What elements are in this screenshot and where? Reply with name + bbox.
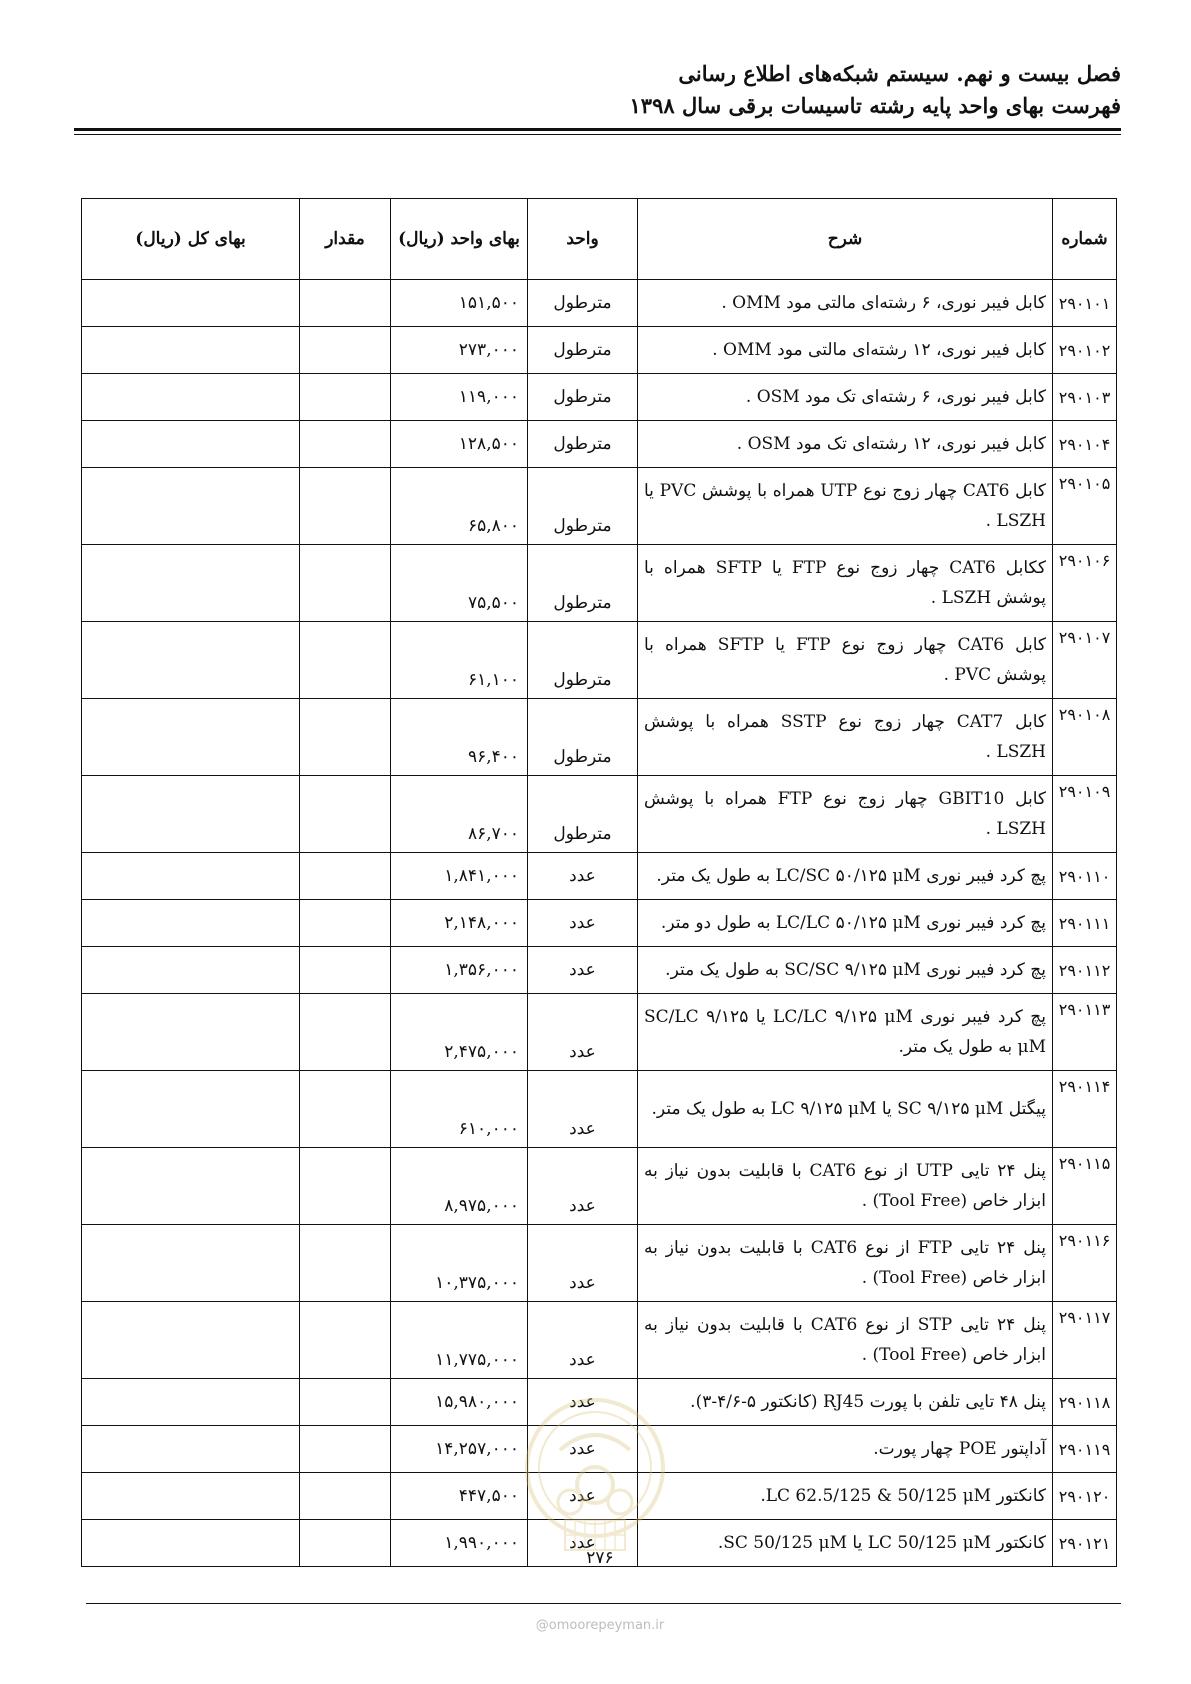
item-quantity: [300, 421, 391, 468]
item-unit-price: ۱۱,۷۷۵,۰۰۰: [391, 1302, 528, 1379]
item-quantity: [300, 1148, 391, 1225]
item-unit-price: ۱,۹۹۰,۰۰۰: [391, 1520, 528, 1567]
item-total: [82, 1426, 300, 1473]
item-quantity: [300, 1225, 391, 1302]
item-description: کابل CAT6 چهار زوج نوع UTP همراه با پوشش PVC یا LSZH .: [638, 468, 1053, 545]
item-unit-price: ۱,۳۵۶,۰۰۰: [391, 947, 528, 994]
table-row: [82, 374, 1117, 421]
item-unit: عدد: [528, 1379, 638, 1426]
table-row: [82, 545, 1117, 622]
table-row: [82, 468, 1117, 545]
col-quantity: مقدار: [300, 199, 391, 280]
item-total: [82, 1225, 300, 1302]
item-total: [82, 1148, 300, 1225]
item-unit-price: ۲۷۳,۰۰۰: [391, 327, 528, 374]
item-unit: مترطول: [528, 776, 638, 853]
item-total: [82, 280, 300, 327]
publisher-seal-watermark: [520, 1390, 670, 1560]
col-total-price: بهای کل (ریال): [82, 199, 300, 280]
item-quantity: [300, 1071, 391, 1148]
item-total: [82, 545, 300, 622]
item-quantity: [300, 1302, 391, 1379]
item-quantity: [300, 1473, 391, 1520]
item-total: [82, 374, 300, 421]
item-number: ۲۹۰۱۱۸: [1053, 1379, 1117, 1426]
col-description: شرح: [638, 199, 1053, 280]
item-description: آداپتور POE چهار پورت.: [638, 1426, 1053, 1473]
item-quantity: [300, 1520, 391, 1567]
item-unit: مترطول: [528, 327, 638, 374]
item-description: پچ کرد فیبر نوری LC/LC ۵۰/۱۲۵ μM به طول دو متر.: [638, 900, 1053, 947]
item-description: پنل ۲۴ تایی STP از نوع CAT6 با قابلیت بدون نیاز به ابزار خاص (Tool Free) .: [638, 1302, 1053, 1379]
item-unit-price: ۶۱,۱۰۰: [391, 622, 528, 699]
item-description: پنل ۲۴ تایی FTP از نوع CAT6 با قابلیت بدون نیاز به ابزار خاص (Tool Free) .: [638, 1225, 1053, 1302]
table-row: [82, 421, 1117, 468]
item-description: پیگتل SC ۹/۱۲۵ μM یا LC ۹/۱۲۵ μM به طول یک متر.: [638, 1071, 1053, 1148]
item-unit: مترطول: [528, 421, 638, 468]
item-description: کانکتور LC 50/125 μM یا SC 50/125 μM.: [638, 1520, 1053, 1567]
item-description: کابل فیبر نوری، ۶ رشته‌ای مالتی مود OMM .: [638, 280, 1053, 327]
item-quantity: [300, 947, 391, 994]
table-row: [82, 947, 1117, 994]
item-number: ۲۹۰۱۰۱: [1053, 280, 1117, 327]
item-number: ۲۹۰۱۱۳: [1053, 994, 1117, 1071]
item-unit-price: ۱۴,۲۵۷,۰۰۰: [391, 1426, 528, 1473]
item-unit: عدد: [528, 1473, 638, 1520]
item-unit: عدد: [528, 1225, 638, 1302]
item-total: [82, 421, 300, 468]
item-unit-price: ۱۵,۹۸۰,۰۰۰: [391, 1379, 528, 1426]
table-row: [82, 327, 1117, 374]
item-description: کابل فیبر نوری، ۶ رشته‌ای تک مود OSM .: [638, 374, 1053, 421]
table-row: [82, 776, 1117, 853]
item-description: پنل ۴۸ تایی تلفن با پورت RJ45 (کانکتور ۵-۴/۶-۳).: [638, 1379, 1053, 1426]
item-number: ۲۹۰۱۰۷: [1053, 622, 1117, 699]
list-title: فهرست بهای واحد پایه رشته تاسیسات برقی سال ۱۳۹۸: [629, 93, 1121, 118]
item-description: کابل CAT7 چهار زوج نوع SSTP همراه با پوشش LSZH .: [638, 699, 1053, 776]
table-header-row: [82, 199, 1117, 280]
item-total: [82, 900, 300, 947]
table-row: [82, 1225, 1117, 1302]
item-description: کابل GBIT10 چهار زوج نوع FTP همراه با پوشش LSZH .: [638, 776, 1053, 853]
item-number: ۲۹۰۱۰۳: [1053, 374, 1117, 421]
header-rule-thick: [74, 128, 1121, 131]
item-number: ۲۹۰۱۱۹: [1053, 1426, 1117, 1473]
table-row: [82, 1148, 1117, 1225]
item-unit: عدد: [528, 1302, 638, 1379]
item-number: ۲۹۰۱۱۷: [1053, 1302, 1117, 1379]
item-description: پچ کرد فیبر نوری SC/SC ۹/۱۲۵ μM به طول یک متر.: [638, 947, 1053, 994]
item-unit: مترطول: [528, 545, 638, 622]
table-row: [82, 1071, 1117, 1148]
item-total: [82, 1071, 300, 1148]
chapter-title: فصل بیست و نهم. سیستم شبکه‌های اطلاع رسانی: [678, 61, 1121, 86]
item-quantity: [300, 280, 391, 327]
item-description: کابل فیبر نوری، ۱۲ رشته‌ای مالتی مود OMM .: [638, 327, 1053, 374]
item-total: [82, 994, 300, 1071]
item-quantity: [300, 622, 391, 699]
item-quantity: [300, 699, 391, 776]
item-number: ۲۹۰۱۱۶: [1053, 1225, 1117, 1302]
item-quantity: [300, 1379, 391, 1426]
col-unit-price: بهای واحد (ریال): [391, 199, 528, 280]
item-description: کابل فیبر نوری، ۱۲ رشته‌ای تک مود OSM .: [638, 421, 1053, 468]
item-unit-price: ۱۱۹,۰۰۰: [391, 374, 528, 421]
item-total: [82, 1379, 300, 1426]
col-unit: واحد: [528, 199, 638, 280]
item-total: [82, 1302, 300, 1379]
item-total: [82, 853, 300, 900]
item-quantity: [300, 468, 391, 545]
page-header: [71, 58, 1121, 122]
item-unit-price: ۸۶,۷۰۰: [391, 776, 528, 853]
item-quantity: [300, 853, 391, 900]
item-unit-price: ۹۶,۴۰۰: [391, 699, 528, 776]
table-row: [82, 622, 1117, 699]
item-unit-price: ۶۵,۸۰۰: [391, 468, 528, 545]
page-number: ۲۷۶: [586, 1548, 614, 1568]
item-quantity: [300, 374, 391, 421]
item-unit-price: ۲,۴۷۵,۰۰۰: [391, 994, 528, 1071]
item-number: ۲۹۰۱۱۲: [1053, 947, 1117, 994]
item-total: [82, 776, 300, 853]
item-description: پچ کرد فیبر نوری LC/LC ۹/۱۲۵ μM یا SC/LC ۹/۱۲۵ μM به طول یک متر.: [638, 994, 1053, 1071]
footer-website: @omoorepeyman.ir: [535, 1618, 665, 1633]
item-number: ۲۹۰۱۰۵: [1053, 468, 1117, 545]
item-unit-price: ۸,۹۷۵,۰۰۰: [391, 1148, 528, 1225]
item-unit-price: ۱,۸۴۱,۰۰۰: [391, 853, 528, 900]
item-total: [82, 699, 300, 776]
item-number: ۲۹۰۱۰۸: [1053, 699, 1117, 776]
item-description: کابل CAT6 چهار زوج نوع FTP یا SFTP همراه با پوشش PVC .: [638, 622, 1053, 699]
item-number: ۲۹۰۱۲۰: [1053, 1473, 1117, 1520]
item-unit: مترطول: [528, 699, 638, 776]
item-quantity: [300, 994, 391, 1071]
item-number: ۲۹۰۱۰۹: [1053, 776, 1117, 853]
item-unit-price: ۱۵۱,۵۰۰: [391, 280, 528, 327]
footer-rule: [86, 1603, 1121, 1604]
table-row: [82, 280, 1117, 327]
price-table: [81, 198, 1117, 1567]
item-total: [82, 1520, 300, 1567]
item-number: ۲۹۰۱۲۱: [1053, 1520, 1117, 1567]
header-rule-thin: [74, 134, 1121, 135]
item-quantity: [300, 900, 391, 947]
item-total: [82, 468, 300, 545]
item-description: پنل ۲۴ تایی UTP از نوع CAT6 با قابلیت بدون نیاز به ابزار خاص (Tool Free) .: [638, 1148, 1053, 1225]
item-unit: مترطول: [528, 622, 638, 699]
item-number: ۲۹۰۱۱۴: [1053, 1071, 1117, 1148]
item-unit: عدد: [528, 853, 638, 900]
item-unit-price: ۱۰,۳۷۵,۰۰۰: [391, 1225, 528, 1302]
col-number: شماره: [1053, 199, 1117, 280]
item-number: ۲۹۰۱۰۶: [1053, 545, 1117, 622]
item-number: ۲۹۰۱۰۴: [1053, 421, 1117, 468]
item-unit: مترطول: [528, 374, 638, 421]
item-total: [82, 622, 300, 699]
item-unit: عدد: [528, 900, 638, 947]
item-unit-price: ۱۲۸,۵۰۰: [391, 421, 528, 468]
item-unit: عدد: [528, 1426, 638, 1473]
item-unit: عدد: [528, 1148, 638, 1225]
item-quantity: [300, 1426, 391, 1473]
table-row: [82, 699, 1117, 776]
item-unit-price: ۷۵,۵۰۰: [391, 545, 528, 622]
table-row: [82, 900, 1117, 947]
item-number: ۲۹۰۱۱۰: [1053, 853, 1117, 900]
item-unit-price: ۲,۱۴۸,۰۰۰: [391, 900, 528, 947]
item-quantity: [300, 327, 391, 374]
item-unit: عدد: [528, 1071, 638, 1148]
item-number: ۲۹۰۱۰۲: [1053, 327, 1117, 374]
item-quantity: [300, 776, 391, 853]
item-unit: مترطول: [528, 468, 638, 545]
item-total: [82, 947, 300, 994]
item-description: ککابل CAT6 چهار زوج نوع FTP یا SFTP همراه با پوشش LSZH .: [638, 545, 1053, 622]
item-unit: عدد: [528, 947, 638, 994]
item-total: [82, 1473, 300, 1520]
table-row: [82, 1302, 1117, 1379]
item-number: ۲۹۰۱۱۵: [1053, 1148, 1117, 1225]
item-description: پچ کرد فیبر نوری LC/SC ۵۰/۱۲۵ μM به طول یک متر.: [638, 853, 1053, 900]
item-number: ۲۹۰۱۱۱: [1053, 900, 1117, 947]
item-unit-price: ۴۴۷,۵۰۰: [391, 1473, 528, 1520]
table-row: [82, 994, 1117, 1071]
item-unit: عدد: [528, 994, 638, 1071]
table-row: [82, 853, 1117, 900]
item-unit: مترطول: [528, 280, 638, 327]
item-quantity: [300, 545, 391, 622]
item-total: [82, 327, 300, 374]
item-unit-price: ۶۱۰,۰۰۰: [391, 1071, 528, 1148]
item-description: کانکتور LC 62.5/125 & 50/125 μM.: [638, 1473, 1053, 1520]
item-unit: عدد: [528, 1520, 638, 1567]
